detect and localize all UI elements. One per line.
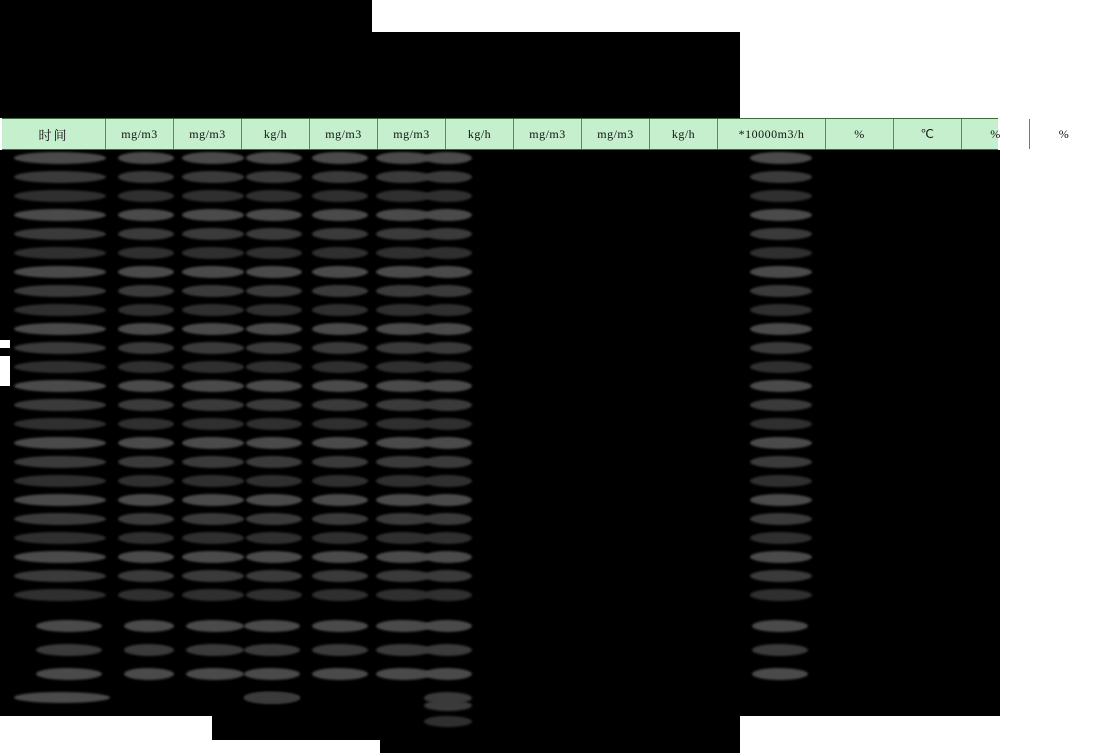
units-header-cell-5: mg/m3	[378, 119, 446, 149]
redacted-text-blob	[424, 620, 472, 632]
redacted-text-blob	[14, 692, 110, 703]
redacted-text-blob	[118, 266, 174, 278]
redacted-text-blob	[424, 152, 472, 164]
redacted-text-blob	[750, 285, 812, 297]
redacted-text-blob	[424, 644, 472, 656]
units-header-cell-1: mg/m3	[106, 119, 174, 149]
redacted-text-blob	[182, 361, 244, 373]
redacted-text-blob	[424, 361, 472, 373]
redacted-text-blob	[14, 285, 106, 297]
redacted-text-blob	[118, 209, 174, 221]
redacted-text-blob	[124, 620, 174, 632]
redacted-text-blob	[246, 247, 302, 259]
redacted-text-blob	[118, 190, 174, 202]
redacted-text-blob	[182, 190, 244, 202]
redacted-text-blob	[312, 304, 368, 316]
redacted-text-blob	[14, 475, 106, 487]
redacted-text-blob	[246, 285, 302, 297]
redacted-text-blob	[36, 644, 102, 656]
redacted-text-blob	[182, 304, 244, 316]
redacted-text-blob	[246, 342, 302, 354]
units-header-cell-3: kg/h	[242, 119, 310, 149]
redacted-text-blob	[244, 644, 300, 656]
redacted-text-blob	[246, 437, 302, 449]
edge-notch-lower	[0, 356, 10, 386]
redacted-text-blob	[312, 644, 368, 656]
redacted-text-blob	[312, 418, 368, 430]
table-units-header-row	[2, 118, 1070, 150]
redacted-text-blob	[118, 570, 174, 582]
redacted-text-blob	[182, 342, 244, 354]
redacted-text-blob	[312, 361, 368, 373]
redacted-text-blob	[424, 228, 472, 240]
redacted-text-blob	[424, 513, 472, 525]
redacted-text-blob	[246, 228, 302, 240]
redacted-text-blob	[182, 285, 244, 297]
redacted-text-blob	[750, 342, 812, 354]
redacted-text-blob	[246, 361, 302, 373]
redacted-text-blob	[182, 456, 244, 468]
redacted-text-blob	[312, 513, 368, 525]
redacted-text-blob	[14, 361, 106, 373]
redacted-text-blob	[246, 570, 302, 582]
redacted-text-blob	[14, 323, 106, 335]
redacted-text-blob	[312, 285, 368, 297]
redacted-text-blob	[752, 644, 808, 656]
obscured-region-bottom-mid	[212, 700, 380, 740]
redacted-text-blob	[244, 620, 300, 632]
redacted-text-blob	[424, 494, 472, 506]
redacted-text-blob	[750, 532, 812, 544]
redacted-text-blob	[246, 475, 302, 487]
redacted-text-blob	[424, 399, 472, 411]
redacted-text-blob	[424, 589, 472, 601]
redacted-text-blob	[118, 399, 174, 411]
redacted-text-blob	[14, 209, 106, 221]
redacted-text-blob	[182, 437, 244, 449]
redacted-text-blob	[312, 456, 368, 468]
redacted-text-blob	[750, 228, 812, 240]
redacted-text-blob	[750, 190, 812, 202]
redacted-text-blob	[312, 570, 368, 582]
redacted-text-blob	[14, 532, 106, 544]
redacted-text-blob	[36, 620, 102, 632]
redacted-text-blob	[312, 532, 368, 544]
redacted-text-blob	[246, 152, 302, 164]
redacted-text-blob	[182, 475, 244, 487]
redacted-text-blob	[750, 418, 812, 430]
redacted-text-blob	[14, 190, 106, 202]
units-header-cell-8: mg/m3	[582, 119, 650, 149]
redacted-text-blob	[14, 418, 106, 430]
redacted-text-blob	[186, 620, 244, 632]
redacted-text-blob	[424, 285, 472, 297]
redacted-text-blob	[118, 513, 174, 525]
redacted-text-blob	[750, 513, 812, 525]
redacted-text-blob	[424, 716, 472, 727]
redacted-text-blob	[118, 551, 174, 563]
redacted-text-blob	[424, 266, 472, 278]
units-header-cell-12: ℃	[894, 119, 962, 149]
redacted-text-blob	[312, 475, 368, 487]
redacted-text-blob	[118, 418, 174, 430]
redacted-text-blob	[182, 380, 244, 392]
redacted-text-blob	[246, 190, 302, 202]
redacted-text-blob	[118, 323, 174, 335]
redacted-text-blob	[182, 513, 244, 525]
redacted-text-blob	[424, 475, 472, 487]
redacted-text-blob	[182, 494, 244, 506]
redacted-text-blob	[118, 437, 174, 449]
redacted-text-blob	[118, 171, 174, 183]
redacted-text-blob	[312, 152, 368, 164]
redacted-text-blob	[182, 266, 244, 278]
redacted-text-blob	[424, 437, 472, 449]
redacted-text-blob	[14, 266, 106, 278]
redacted-text-blob	[182, 418, 244, 430]
redacted-text-blob	[36, 668, 102, 680]
redacted-text-blob	[424, 668, 472, 680]
redacted-text-blob	[424, 247, 472, 259]
redacted-text-blob	[14, 247, 106, 259]
redacted-text-blob	[14, 399, 106, 411]
redacted-text-blob	[750, 456, 812, 468]
redacted-text-blob	[246, 589, 302, 601]
redacted-text-blob	[312, 323, 368, 335]
redacted-text-blob	[182, 209, 244, 221]
redacted-text-blob	[14, 171, 106, 183]
redacted-text-blob	[182, 589, 244, 601]
redacted-text-blob	[246, 171, 302, 183]
redacted-text-blob	[118, 247, 174, 259]
redacted-text-blob	[750, 171, 812, 183]
redacted-text-blob	[14, 589, 106, 601]
obscured-region-top-left	[0, 0, 372, 118]
redacted-text-blob	[14, 513, 106, 525]
redacted-text-blob	[424, 342, 472, 354]
redacted-text-blob	[14, 437, 106, 449]
redacted-text-blob	[424, 551, 472, 563]
redacted-text-blob	[752, 668, 808, 680]
redacted-text-blob	[424, 700, 472, 711]
redacted-text-blob	[182, 152, 244, 164]
redacted-text-blob	[246, 323, 302, 335]
redacted-text-blob	[424, 209, 472, 221]
redacted-text-blob	[424, 171, 472, 183]
redacted-text-blob	[424, 418, 472, 430]
units-header-cell-2: mg/m3	[174, 119, 242, 149]
redacted-text-blob	[244, 668, 300, 680]
redacted-text-blob	[750, 570, 812, 582]
redacted-text-blob	[118, 456, 174, 468]
redacted-text-blob	[424, 456, 472, 468]
redacted-text-blob	[124, 668, 174, 680]
redacted-text-blob	[424, 380, 472, 392]
redacted-text-blob	[750, 247, 812, 259]
redacted-text-blob	[118, 304, 174, 316]
redacted-text-blob	[182, 171, 244, 183]
units-header-cell-10: *10000m3/h	[718, 119, 826, 149]
redacted-text-blob	[14, 380, 106, 392]
redacted-text-blob	[186, 668, 244, 680]
redacted-text-blob	[750, 323, 812, 335]
redacted-text-blob	[244, 692, 300, 703]
redacted-text-blob	[312, 668, 368, 680]
redacted-text-blob	[312, 437, 368, 449]
redacted-text-blob	[424, 532, 472, 544]
redacted-text-blob	[14, 152, 106, 164]
redacted-text-blob	[118, 494, 174, 506]
redacted-text-blob	[118, 589, 174, 601]
redacted-text-blob	[312, 228, 368, 240]
redacted-text-blob	[246, 266, 302, 278]
redacted-text-blob	[246, 304, 302, 316]
redacted-text-blob	[14, 551, 106, 563]
redacted-text-blob	[118, 342, 174, 354]
redacted-text-blob	[246, 418, 302, 430]
redacted-text-blob	[182, 399, 244, 411]
units-header-cell-0: 时间	[2, 119, 106, 149]
redacted-text-blob	[14, 228, 106, 240]
redacted-text-blob	[182, 532, 244, 544]
units-header-cell-9: kg/h	[650, 119, 718, 149]
redacted-text-blob	[750, 551, 812, 563]
units-header-cell-13: %	[962, 119, 1030, 149]
redacted-text-blob	[118, 380, 174, 392]
redacted-text-blob	[182, 247, 244, 259]
redacted-text-blob	[424, 304, 472, 316]
redacted-text-blob	[312, 209, 368, 221]
redacted-text-blob	[182, 228, 244, 240]
redacted-text-blob	[424, 190, 472, 202]
redacted-text-blob	[312, 399, 368, 411]
redacted-text-blob	[246, 532, 302, 544]
redacted-text-blob	[750, 589, 812, 601]
redacted-text-blob	[312, 266, 368, 278]
redacted-text-blob	[312, 342, 368, 354]
redacted-text-blob	[182, 570, 244, 582]
redacted-text-blob	[750, 304, 812, 316]
redacted-text-blob	[312, 589, 368, 601]
redacted-text-blob	[118, 228, 174, 240]
redacted-text-blob	[246, 494, 302, 506]
redacted-text-blob	[750, 380, 812, 392]
redacted-text-blob	[312, 190, 368, 202]
edge-notch-upper	[0, 340, 10, 348]
redacted-text-blob	[118, 285, 174, 297]
redacted-text-blob	[246, 551, 302, 563]
redacted-text-blob	[750, 475, 812, 487]
units-header-cell-7: mg/m3	[514, 119, 582, 149]
redacted-text-blob	[186, 644, 244, 656]
redacted-text-blob	[14, 570, 106, 582]
redacted-text-blob	[246, 209, 302, 221]
redacted-text-blob	[182, 551, 244, 563]
redacted-text-blob	[312, 620, 368, 632]
obscured-region-top-right	[372, 32, 740, 118]
redacted-text-blob	[752, 620, 808, 632]
redacted-text-blob	[424, 323, 472, 335]
redacted-text-blob	[118, 361, 174, 373]
units-header-cell-6: kg/h	[446, 119, 514, 149]
redacted-text-blob	[750, 361, 812, 373]
redacted-text-blob	[750, 437, 812, 449]
redacted-text-blob	[118, 532, 174, 544]
units-header-cell-11: %	[826, 119, 894, 149]
units-header-cell-4: mg/m3	[310, 119, 378, 149]
redacted-text-blob	[312, 494, 368, 506]
redacted-text-blob	[750, 399, 812, 411]
units-header-cell-14: %	[1058, 126, 1070, 141]
redacted-text-blob	[118, 475, 174, 487]
redacted-text-blob	[14, 456, 106, 468]
redacted-text-blob	[312, 380, 368, 392]
redacted-text-blob	[312, 551, 368, 563]
redacted-text-blob	[312, 247, 368, 259]
redacted-text-blob	[246, 456, 302, 468]
redacted-text-blob	[312, 171, 368, 183]
redacted-text-blob	[246, 513, 302, 525]
redacted-text-blob	[750, 266, 812, 278]
redacted-text-blob	[246, 399, 302, 411]
redacted-text-blob	[124, 644, 174, 656]
redacted-text-blob	[118, 152, 174, 164]
redacted-text-blob	[750, 209, 812, 221]
redacted-text-blob	[750, 494, 812, 506]
redacted-text-blob	[424, 570, 472, 582]
redacted-text-blob	[182, 323, 244, 335]
redacted-text-blob	[246, 380, 302, 392]
redacted-text-blob	[750, 152, 812, 164]
redacted-text-blob	[14, 304, 106, 316]
redacted-text-blob	[14, 342, 106, 354]
redacted-text-blob	[14, 494, 106, 506]
